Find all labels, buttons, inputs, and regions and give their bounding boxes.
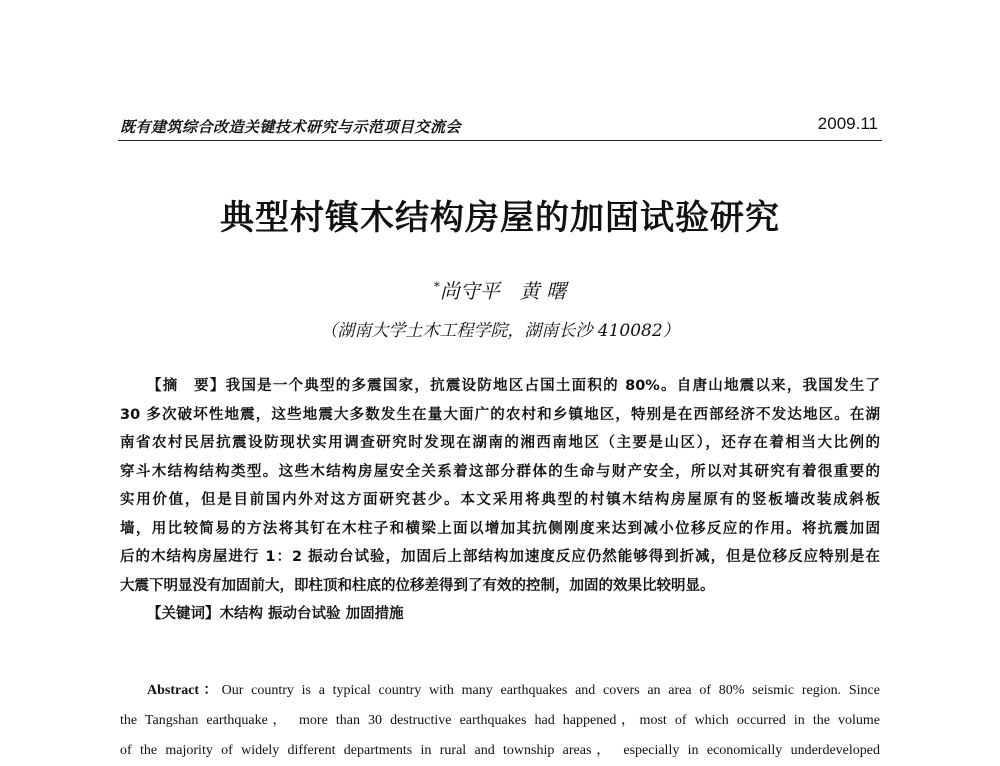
header-rule bbox=[118, 140, 882, 141]
conference-header: 既有建筑综合改造关键技术研究与示范项目交流会 bbox=[120, 118, 462, 136]
abstract-en-line: of the majority of widely different departments in rural and township areas， especially in economically underdeveloped bbox=[120, 743, 880, 758]
abstract-line: 墙，用比较简易的方法将其钉在木柱子和横梁上面以增加其抗侧刚度来达到减小位移反应的作用。将抗震加固 bbox=[120, 520, 880, 537]
abstract-line: 穿斗木结构结构类型。这些木结构房屋安全关系着这部分群体的生命与财产安全，所以对其研究有着很重要的 bbox=[120, 463, 880, 480]
abstract-en-label: Abstract： bbox=[147, 683, 222, 698]
abstract-line: 【摘 要】我国是一个典型的多震国家，抗震设防地区占国土面积的 80%。自唐山地震以来，我国发生了 bbox=[147, 378, 880, 394]
abstract-en-line: Abstract：Our country is a typical country with many earthquakes and covers an area of 80% seismic region. Since bbox=[147, 683, 880, 698]
affiliation: （湖南大学土木工程学院，湖南长沙 410082） bbox=[320, 321, 680, 341]
corresponding-mark: * bbox=[433, 279, 440, 294]
keywords bbox=[120, 600, 880, 629]
authors bbox=[0, 275, 1000, 304]
header-date: 2009.11 bbox=[817, 114, 878, 133]
abstract-en-line: the Tangshan earthquake， more than 30 destructive earthquakes had happened，most of which occurred in the volume bbox=[120, 713, 880, 728]
abstract-label: 【摘 要】 bbox=[147, 378, 226, 394]
abstract-line: 后的木结构房屋进行 1：2 振动台试验，加固后上部结构加速度反应仍然能够得到折减，但是位移反应特别是在 bbox=[120, 549, 880, 565]
abstract-line: 30 多次破坏性地震，这些地震大多数发生在量大面广的农村和乡镇地区，特别是在西部经济不发达地区。在湖 bbox=[120, 406, 880, 423]
abstract-en bbox=[120, 676, 880, 766]
abstract-cn bbox=[120, 372, 880, 629]
keywords-label: 【关键词】 bbox=[147, 606, 220, 622]
abstract-line: 南省农村民居抗震设防现状实用调查研究时发现在湖南的湘西南地区（主要是山区），还存在着相当大比例的 bbox=[120, 435, 880, 451]
paper-title: 典型村镇木结构房屋的加固试验研究 bbox=[220, 198, 780, 238]
author-names: 尚守平 黄 曙 bbox=[439, 279, 567, 303]
abstract-line: 实用价值，但是目前国内外对这方面研究甚少。本文采用将典型的村镇木结构房屋原有的竖板墙改装成斜板 bbox=[120, 492, 880, 508]
keywords-text: 木结构 振动台试验 加固措施 bbox=[219, 606, 404, 622]
abstract-line: 大震下明显没有加固前大，即柱顶和柱底的位移差得到了有效的控制，加固的效果比较明显。 bbox=[120, 577, 715, 594]
